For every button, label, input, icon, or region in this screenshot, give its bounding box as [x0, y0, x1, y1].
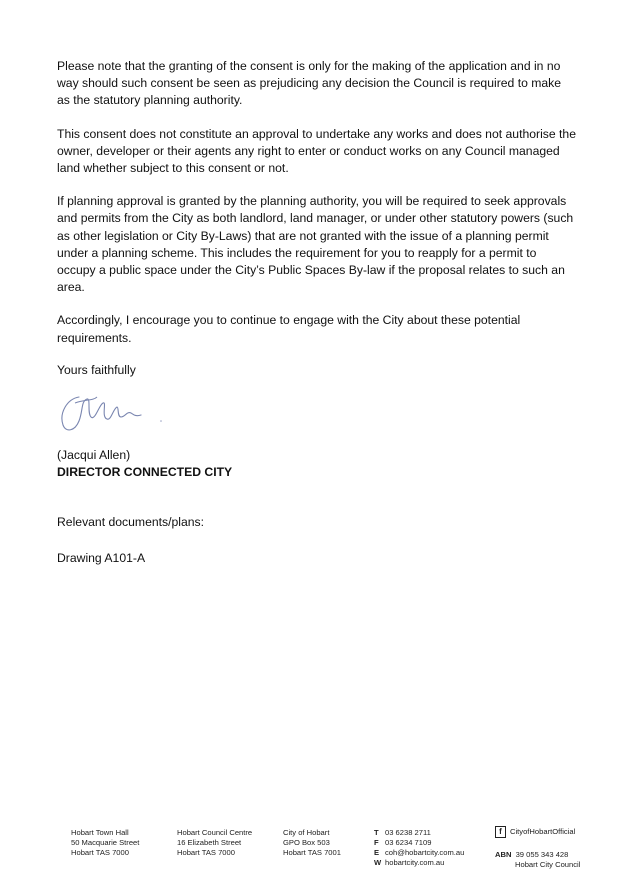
documents-heading: Relevant documents/plans: — [57, 514, 205, 529]
signature-image — [57, 391, 187, 441]
closing: Yours faithfully — [57, 362, 136, 377]
footer-website[interactable]: W hobartcity.com.au — [374, 858, 445, 867]
council-name: Hobart City Council — [515, 860, 581, 869]
facebook-link[interactable] — [495, 826, 580, 838]
footer-phone: T 03 6238 2711 — [374, 828, 431, 837]
letter-body — [57, 58, 577, 565]
footer-fax: F 03 6234 7109 — [374, 838, 432, 847]
footer-city-postal: City of Hobart GPO Box 503 Hobart TAS 7001 — [283, 828, 341, 857]
paragraph-planning-approval: If planning approval is granted by the planning authority, you will be required to seek approvals and permits from the City as both landlord, land manager, or under other statutory powers (such as other legislation or City By-Laws) that are not granted with the issue of a planning permit under a planning scheme. This includes the requirement for you to reapply for a permit to occupy a public space under the City’s Public Spaces By-law if the proposal relates to such an area. — [57, 194, 574, 295]
paragraph-engage: Accordingly, I encourage you to continue to engage with the City about these potential requirements. — [57, 313, 521, 345]
abn: ABN 39 055 343 428 — [495, 850, 569, 859]
paragraph-consent-scope: Please note that the granting of the consent is only for the making of the application and in no way should such consent be seen as prejudicing any decision the Council is required to make as the statutory planning authority. — [57, 59, 562, 108]
footer-social-abn — [495, 826, 580, 870]
footer-contact — [374, 828, 464, 868]
documents-item: Drawing A101-A — [57, 550, 146, 565]
footer — [71, 826, 591, 874]
signer-title: DIRECTOR CONNECTED CITY — [57, 464, 233, 479]
footer-email[interactable]: E coh@hobartcity.com.au — [374, 848, 465, 857]
footer-council-centre: Hobart Council Centre 16 Elizabeth Street Hobart TAS 7000 — [177, 828, 253, 857]
footer-town-hall: Hobart Town Hall 50 Macquarie Street Hobart TAS 7000 — [71, 828, 140, 857]
signer-name: (Jacqui Allen) — [57, 447, 131, 462]
paragraph-no-approval: This consent does not constitute an approval to undertake any works and does not authorise the owner, developer or their agents any right to enter or conduct works on any Council managed land whether subject to this consent or not. — [57, 126, 576, 176]
facebook-icon: f — [495, 826, 506, 838]
facebook-handle: CityofHobartOfficial — [510, 827, 576, 836]
